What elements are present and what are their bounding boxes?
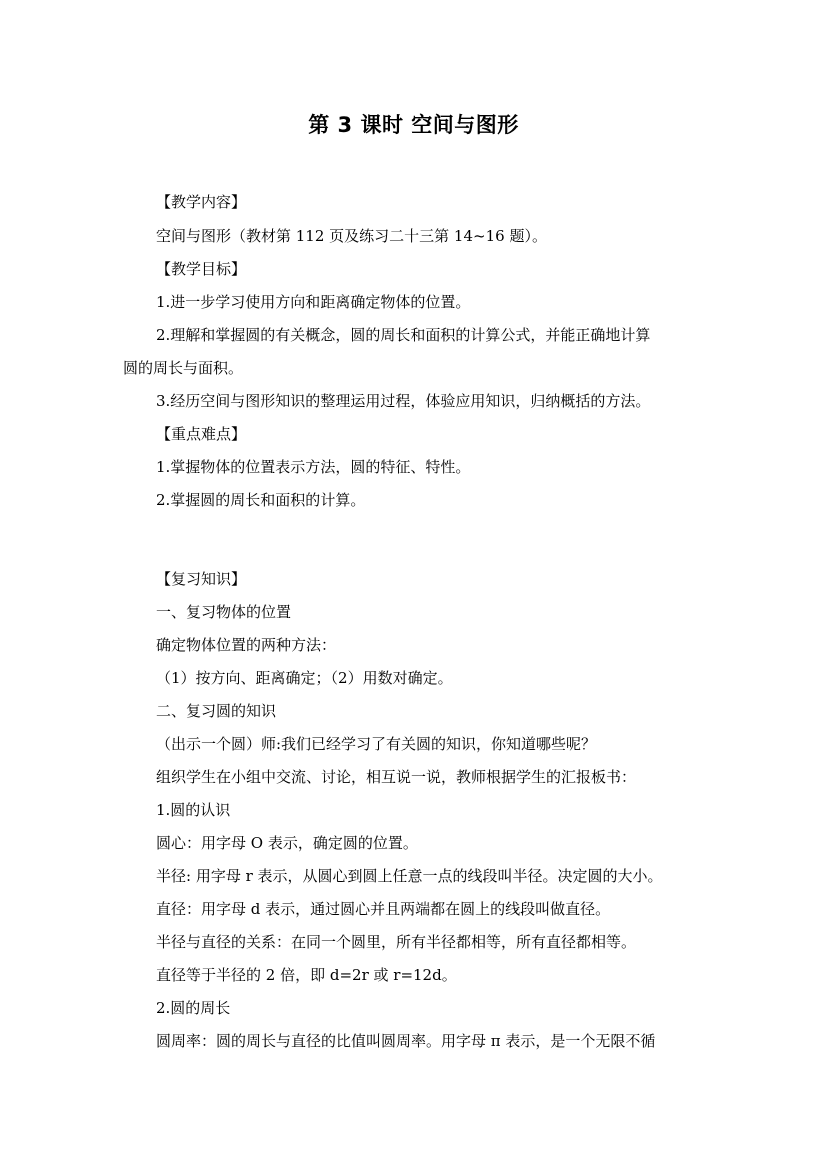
- radius-diameter-relation: 半径与直径的关系：在同一个圆里，所有半径都相等，所有直径都相等。: [156, 933, 637, 951]
- paragraph-content: 空间与图形（教材第 112 页及练习二十三第 14~16 题）。: [156, 227, 547, 245]
- page-title: 第 3 课时 空间与图形: [308, 113, 519, 137]
- review-part-2: 二、复习圆的知识: [156, 702, 277, 720]
- subheading-circle-recognition: 1.圆的认识: [156, 801, 231, 819]
- paragraph-group-discussion: 组织学生在小组中交流、讨论，相互说一说，教师根据学生的汇报板书：: [156, 768, 637, 786]
- review-part-1: 一、复习物体的位置: [156, 603, 292, 621]
- diameter-formula: 直径等于半径的 2 倍，即 d=2r 或 r=12d。: [156, 966, 457, 984]
- paragraph-methods-list: （1）按方向、距离确定；（2）用数对确定。: [156, 669, 453, 687]
- section-heading-key-points: 【重点难点】: [156, 425, 247, 443]
- key-point-2: 2.掌握圆的周长和面积的计算。: [156, 491, 366, 509]
- objective-2-continued: 圆的周长与面积。: [123, 359, 244, 377]
- subheading-circumference: 2.圆的周长: [156, 999, 231, 1017]
- section-heading-review: 【复习知识】: [156, 570, 247, 588]
- definition-center: 圆心：用字母 O 表示，确定圆的位置。: [156, 834, 418, 852]
- objective-1: 1.进一步学习使用方向和距离确定物体的位置。: [156, 293, 471, 311]
- definition-pi: 圆周率：圆的周长与直径的比值叫圆周率。用字母 π 表示，是一个无限不循: [156, 1032, 656, 1050]
- objective-2: 2.理解和掌握圆的有关概念，圆的周长和面积的计算公式，并能正确地计算: [156, 326, 651, 344]
- section-heading-objectives: 【教学目标】: [156, 260, 247, 278]
- section-heading-content: 【教学内容】: [156, 193, 247, 211]
- definition-diameter: 直径：用字母 d 表示，通过圆心并且两端都在圆上的线段叫做直径。: [156, 900, 611, 918]
- key-point-1: 1.掌握物体的位置表示方法，圆的特征、特性。: [156, 458, 471, 476]
- paragraph-position-methods: 确定物体位置的两种方法：: [156, 636, 337, 654]
- definition-radius: 半径: 用字母 r 表示，从圆心到圆上任意一点的线段叫半径。决定圆的大小。: [156, 867, 663, 885]
- paragraph-teacher-question: （出示一个圆）师:我们已经学习了有关圆的知识，你知道哪些呢？: [156, 735, 597, 753]
- objective-3: 3.经历空间与图形知识的整理运用过程，体验应用知识，归纳概括的方法。: [156, 392, 651, 410]
